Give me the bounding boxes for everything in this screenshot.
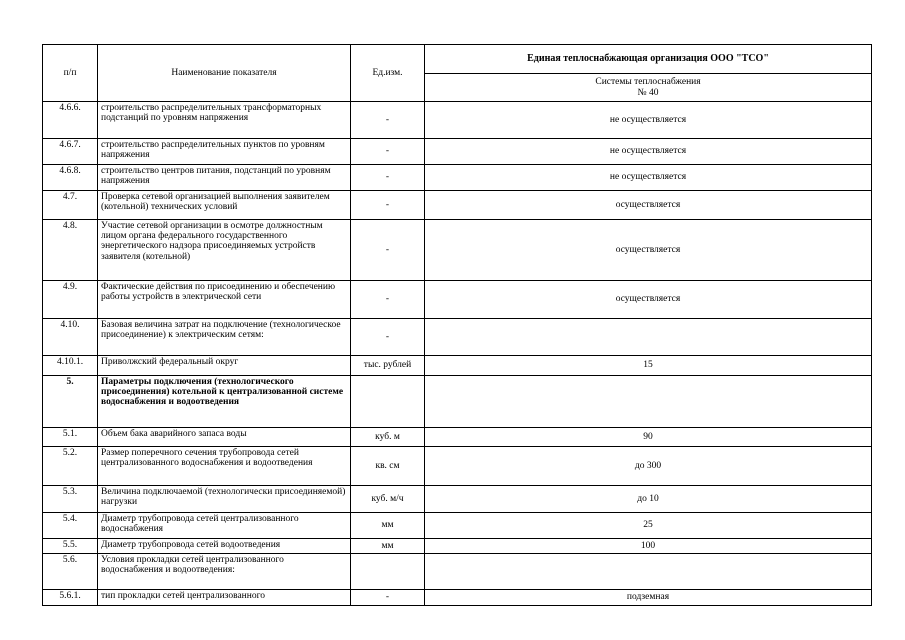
row-unit: мм: [351, 513, 425, 539]
row-unit: -: [351, 220, 425, 281]
row-value: до 300: [425, 447, 872, 486]
row-unit: -: [351, 590, 425, 606]
header-system-line1: Системы теплоснабжения: [595, 77, 701, 88]
row-num: 4.10.: [43, 319, 98, 356]
row-num: 4.10.1.: [43, 356, 98, 376]
row-value: [425, 554, 872, 590]
row-num: 4.8.: [43, 220, 98, 281]
row-value: 100: [425, 539, 872, 554]
row-value: осуществляется: [425, 220, 872, 281]
header-org: Единая теплоснабжающая организация ООО "ТСО": [425, 45, 872, 74]
row-num: 5.2.: [43, 447, 98, 486]
row-unit: -: [351, 102, 425, 139]
row-value: 25: [425, 513, 872, 539]
header-system-line2: № 40: [637, 87, 659, 98]
row-unit: мм: [351, 539, 425, 554]
row-unit: [351, 376, 425, 428]
table-row: [43, 191, 872, 220]
table-row: [43, 220, 872, 281]
table-header-row: [43, 45, 872, 74]
row-unit: тыс. рублей: [351, 356, 425, 376]
table-row: [43, 513, 872, 539]
header-system: [425, 74, 872, 102]
tariff-parameters-table: [42, 44, 872, 606]
row-value: подземная: [425, 590, 872, 606]
row-name: строительство распределительных трансформаторных подстанций по уровням напряжения: [98, 102, 351, 139]
row-num: 4.6.7.: [43, 139, 98, 165]
table-row: [43, 539, 872, 554]
row-num: 5.5.: [43, 539, 98, 554]
row-num: 5.4.: [43, 513, 98, 539]
row-num: 4.7.: [43, 191, 98, 220]
table-row: [43, 486, 872, 513]
row-value: 90: [425, 428, 872, 447]
table-row: [43, 428, 872, 447]
row-num: 4.6.6.: [43, 102, 98, 139]
table-body: [43, 102, 872, 606]
table-row: [43, 102, 872, 139]
row-num: 4.9.: [43, 281, 98, 319]
row-unit: -: [351, 191, 425, 220]
row-num: 5.1.: [43, 428, 98, 447]
row-num: 5.3.: [43, 486, 98, 513]
header-name: Наименование показателя: [98, 45, 351, 102]
table-row: [43, 376, 872, 428]
row-num: 4.6.8.: [43, 165, 98, 191]
table-row: [43, 319, 872, 356]
row-name: строительство распределительных пунктов по уровням напряжения: [98, 139, 351, 165]
row-num: 5.: [43, 376, 98, 428]
table-row: [43, 356, 872, 376]
row-value: [425, 376, 872, 428]
row-name: Объем бака аварийного запаса воды: [98, 428, 351, 447]
row-name: Параметры подключения (технологического присоединения) котельной к централизованной системе водоснабжения и водоотведения: [98, 376, 351, 428]
row-name: строительство центров питания, подстанций по уровням напряжения: [98, 165, 351, 191]
row-name: Проверка сетевой организацией выполнения заявителем (котельной) технических условий: [98, 191, 351, 220]
row-unit: кв. см: [351, 447, 425, 486]
row-unit: -: [351, 319, 425, 356]
row-name: Диаметр трубопровода сетей водоотведения: [98, 539, 351, 554]
row-name: Диаметр трубопровода сетей централизованного водоснабжения: [98, 513, 351, 539]
row-name: Фактические действия по присоединению и обеспечению работы устройств в электрической сети: [98, 281, 351, 319]
row-value: осуществляется: [425, 281, 872, 319]
table-row: [43, 165, 872, 191]
row-name: Размер поперечного сечения трубопровода сетей централизованного водоснабжения и водоотведения: [98, 447, 351, 486]
row-unit: -: [351, 281, 425, 319]
row-value: не осуществляется: [425, 102, 872, 139]
row-unit: [351, 554, 425, 590]
row-value: осуществляется: [425, 191, 872, 220]
row-name: Базовая величина затрат на подключение (технологическое присоединение) к электрическим сетям:: [98, 319, 351, 356]
row-name: Участие сетевой организации в осмотре должностным лицом органа федерального государственного энергетического надзора присоединяемых устройств заявителя (котельной): [98, 220, 351, 281]
table-row: [43, 139, 872, 165]
row-unit: -: [351, 139, 425, 165]
row-value: не осуществляется: [425, 165, 872, 191]
row-value: не осуществляется: [425, 139, 872, 165]
table-row: [43, 554, 872, 590]
row-unit: куб. м: [351, 428, 425, 447]
row-value: до 10: [425, 486, 872, 513]
table-row: [43, 281, 872, 319]
row-name: Приволжский федеральный округ: [98, 356, 351, 376]
row-name: Условия прокладки сетей централизованного водоснабжения и водоотведения:: [98, 554, 351, 590]
header-num: п/п: [43, 45, 98, 102]
row-value: [425, 319, 872, 356]
header-unit: Ед.изм.: [351, 45, 425, 102]
row-name: Величина подключаемой (технологически присоединяемой) нагрузки: [98, 486, 351, 513]
row-value: 15: [425, 356, 872, 376]
row-num: 5.6.: [43, 554, 98, 590]
table-row: [43, 447, 872, 486]
row-num: 5.6.1.: [43, 590, 98, 606]
row-unit: -: [351, 165, 425, 191]
row-unit: куб. м/ч: [351, 486, 425, 513]
row-name: тип прокладки сетей централизованного: [98, 590, 351, 606]
table-row: [43, 590, 872, 606]
